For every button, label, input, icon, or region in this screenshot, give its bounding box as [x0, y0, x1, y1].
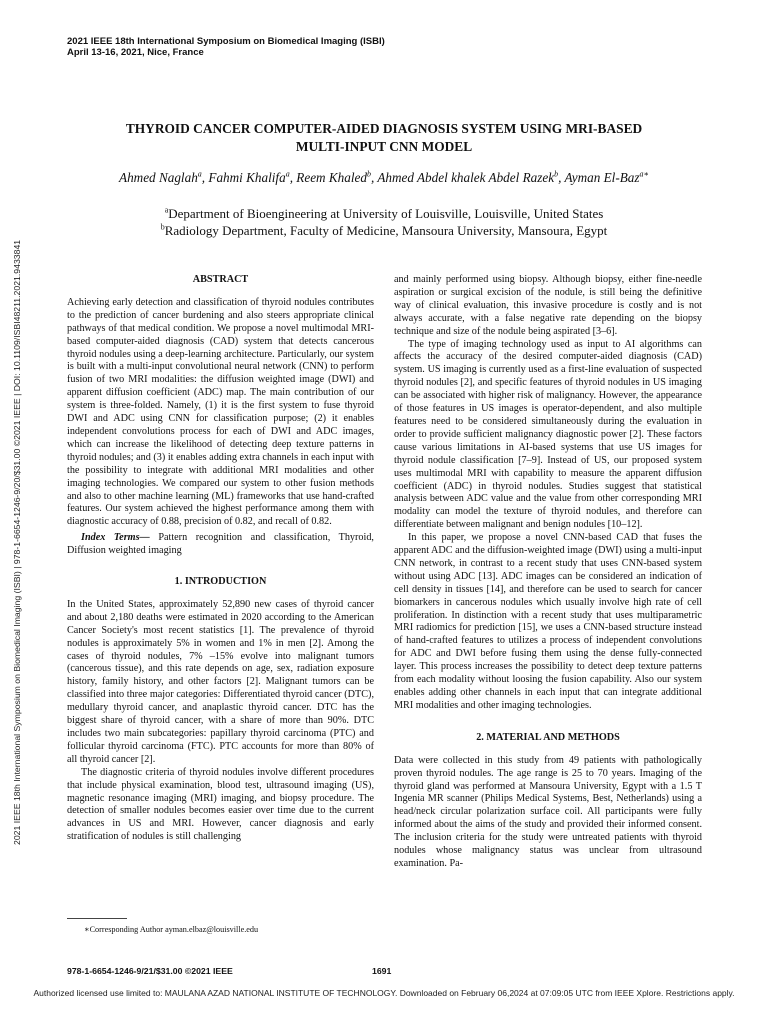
author-affiliation-mark: a — [285, 169, 290, 179]
affiliation-mark: a — [164, 205, 169, 215]
affiliation-a — [40, 205, 728, 222]
introduction-paragraph-1: In the United States, approximately 52,890 new cases of thyroid cancer and about 2,180 deaths were estimated in 2020 according to the American Cancer Society's most recent statistics [1]. The prevalence of thyroid nodules is approximately 5% in women and 1% in men [2]. Among the cases of thyroid nodules, 7% –15% evolve into malignant tumors (cancerous tissue), and this rate depends on age, sex, radiation exposure history, family history, and other factors [2]. Malignant tumors can be classified into three major categories: Differentiated thyroid cancer (DTC), medullary thyroid cancer, and anaplastic thyroid cancer. DTC has the biggest share of thyroid cancer, with a share of more than 90%. DTC includes two main subcategories: papillary thyroid carcinoma (PTC) and follicular thyroid carcinoma (FTC). PTC accounts for more than 80% of all thyroid cancer [2]. — [67, 598, 374, 765]
abstract-body: Achieving early detection and classification of thyroid nodules contributes to the prediction of cancer burdening and also steers appropriate clinical pathways of that medical condition. We propose a novel multimodal MRI-based computer-aided diagnosis (CAD) system that detects cancerous thyroid nodules using a deep-learning architecture. Particularly, our system is built with a multi-input convolutional neural network (CNN) to perform fusion of two MRI modalities: the diffusion weighted image (DWI) and apparent diffusion coefficient (ADC) map. The main contribution of our system is three-folded. Namely, (1) it is the first system to fuse thyroid DWI and ADC using CNN for classification purpose; (2) it enables independent convolutions process for each of DWI and ADC images, which can increase the likelihood of detecting deep texture patterns in thyroid nodules; and (3) it enables adding extra channels in each input with the possibility to integrate with additional MRI modalities and other imaging technologies. We compared our system to other fusion methods and also to other machine learning (ML) frameworks that use hand-crafted features. Our system achieved the highest performance among them with diagnostic accuracy of 0.88, precision of 0.82, and recall of 0.82. — [67, 296, 374, 528]
author-separator: , — [289, 170, 297, 185]
title-line-1: THYROID CANCER COMPUTER-AIDED DIAGNOSIS SYSTEM USING MRI-BASED — [125, 121, 643, 136]
introduction-paragraph-2-continued: and mainly performed using biopsy. Although biopsy, either fine-needle aspiration or surgical excision of the nodule, is still being the definitive way of clinical evaluation, this invasive procedure is costly and is not always accurate, with a false negative rate depending on the biopsy technique and size of the nodule being aspirated [3–6]. — [394, 274, 702, 337]
introduction-paragraph-2: The diagnostic criteria of thyroid nodules involve different procedures that include physical examination, blood test, ultrasound imaging (US), magnetic resonance imaging (MRI) imaging, and biopsy procedure. The detection of smaller nodules becomes easier over time due to the current advances in US and MRI. However, cancer diagnosis and early stratification of nodules is still challenging — [67, 766, 374, 843]
author-name: Ahmed Naglah — [119, 170, 198, 185]
abstract-heading: ABSTRACT — [192, 274, 249, 285]
conference-header — [67, 36, 385, 58]
author-separator: , — [558, 170, 565, 185]
index-terms-text: Pattern recognition and classification, Thyroid, Diffusion weighted imaging — [67, 532, 374, 557]
isbn-copyright: 978-1-6654-1246-9/21/$31.00 ©2021 IEEE — [67, 966, 233, 976]
author-affiliation-mark: b — [366, 169, 371, 179]
author-name: Ahmed Abdel khalek Abdel Razek — [377, 170, 555, 185]
conference-dates: April 13-16, 2021, Nice, France — [67, 47, 204, 58]
conference-name: 2021 IEEE 18th International Symposium on Biomedical Imaging (ISBI) — [67, 36, 385, 47]
author-affiliation-mark: a — [197, 169, 202, 179]
doi-sidebar: 2021 IEEE 18th International Symposium on Biomedical Imaging (ISBI) | 978-1-6654-1246-9/20/$31.00 ©2021 IEEE | DOI: 10.1109/ISBI48211.2021.9433841 — [12, 239, 22, 845]
affiliation-text: Radiology Department, Faculty of Medicine, Mansoura University, Mansoura, Egypt — [164, 223, 608, 238]
page-number: 1691 — [372, 966, 392, 976]
affiliation-text: Department of Bioengineering at University of Louisville, Louisville, United States — [168, 206, 604, 221]
author-separator: , — [201, 170, 209, 185]
index-terms-label: Index Terms— — [81, 532, 150, 544]
author-name: Ayman El-Baz — [564, 170, 640, 185]
author-affiliation-mark: a∗ — [639, 169, 649, 179]
author-name: Fahmi Khalifa — [208, 170, 286, 185]
license-notice: Authorized licensed use limited to: MAULANA AZAD NATIONAL INSTITUTE OF TECHNOLOGY. Downloaded on February 06,2024 at 07:09:05 UTC from IEEE Xplore. Restrictions apply. — [33, 988, 735, 998]
affiliation-mark: b — [160, 222, 165, 232]
author-separator: , — [370, 170, 378, 185]
methods-heading: 2. MATERIAL AND METHODS — [476, 731, 620, 743]
corresponding-author-footnote: ∗Corresponding Author ayman.elbaz@louisville.edu — [84, 925, 259, 934]
paper-title — [60, 120, 708, 156]
right-column — [394, 274, 702, 871]
index-terms — [67, 532, 374, 558]
introduction-paragraph-4: In this paper, we propose a novel CNN-based CAD that fuses the apparent ADC and the diffusion-weighted image (DWI) using a multi-input CNN network, in contrast to a recent study that uses CNN-based system without using ADC [13]. ADC images can be considered an indication of cell density in tissues [14], and therefore can be used to search for cancer biomarkers in cancerous nodules which usually involve high rate of cell proliferation. In distinction with a recent study that uses multiparametric MRI radiomics for prediction [15], we uses a CNN-based structure instead of hand-crafted features to utilizes a process of independent convolutions for ADC and DWI before fusing them using the dense fully-connected layer. This process increases the possibility to detect deep texture patterns from each modality without loosing the fusion capability. Also our system enables adding other channels in each input that can integrate additional MRI modalities and other imaging technologies. — [394, 532, 702, 711]
affiliation-b — [40, 222, 728, 239]
methods-paragraph-1: Data were collected in this study from 49 patients with pathologically proven thyroid nodules. The age range is 25 to 70 years. Imaging of the thyroid gland was performed at Mansoura University, Egypt with a 1.5 T Ingenia MR scanner (Philips Medical Systems, Best, Netherlands) using a head/neck circular polarization surface coil. All participants were fully informed about the aims of the study and provided their informed consent. The inclusion criteria for the study were untreated patients with thyroid nodules whose malignancy status was unclear from ultrasound examination. Pa- — [394, 754, 702, 869]
introduction-heading: 1. INTRODUCTION — [174, 576, 267, 588]
introduction-paragraph-3: The type of imaging technology used as input to AI algorithms can affects the accuracy of the desired computer-aided diagnosis (CAD) system. US imaging is currently used as a first-line evaluation of suspected thyroid nodules [2], and specific features of thyroid nodules in US imaging can be associated with higher risk of malignancy. However, the appearance of those features in US images is operator-dependent, and also multiple features need to be considered simultaneously during the evaluation in order to provide sufficient malignancy diagnostic power [2]. These factors cause various limitations in AI-based systems that use US images for thyroid nodule classification [7–9]. Instead of US, our proposed system uses multimodal MRI with capability to measure the apparent diffusion coefficient (ADC) in thyroid nodules. Studies suggest that statistical analysis between ADC value and the value from other corresponding MRI modality can model the texture of thyroid nodules, and therefore can differentiate between malignant and benign nodules [10–12]. — [394, 338, 702, 531]
author-name: Reem Khaled — [296, 170, 367, 185]
author-list — [40, 170, 728, 186]
affiliations — [40, 205, 728, 239]
footnote-rule — [67, 918, 127, 919]
author-affiliation-mark: b — [554, 169, 559, 179]
left-column — [67, 274, 374, 844]
title-line-2: MULTI-INPUT CNN MODEL — [295, 139, 473, 154]
